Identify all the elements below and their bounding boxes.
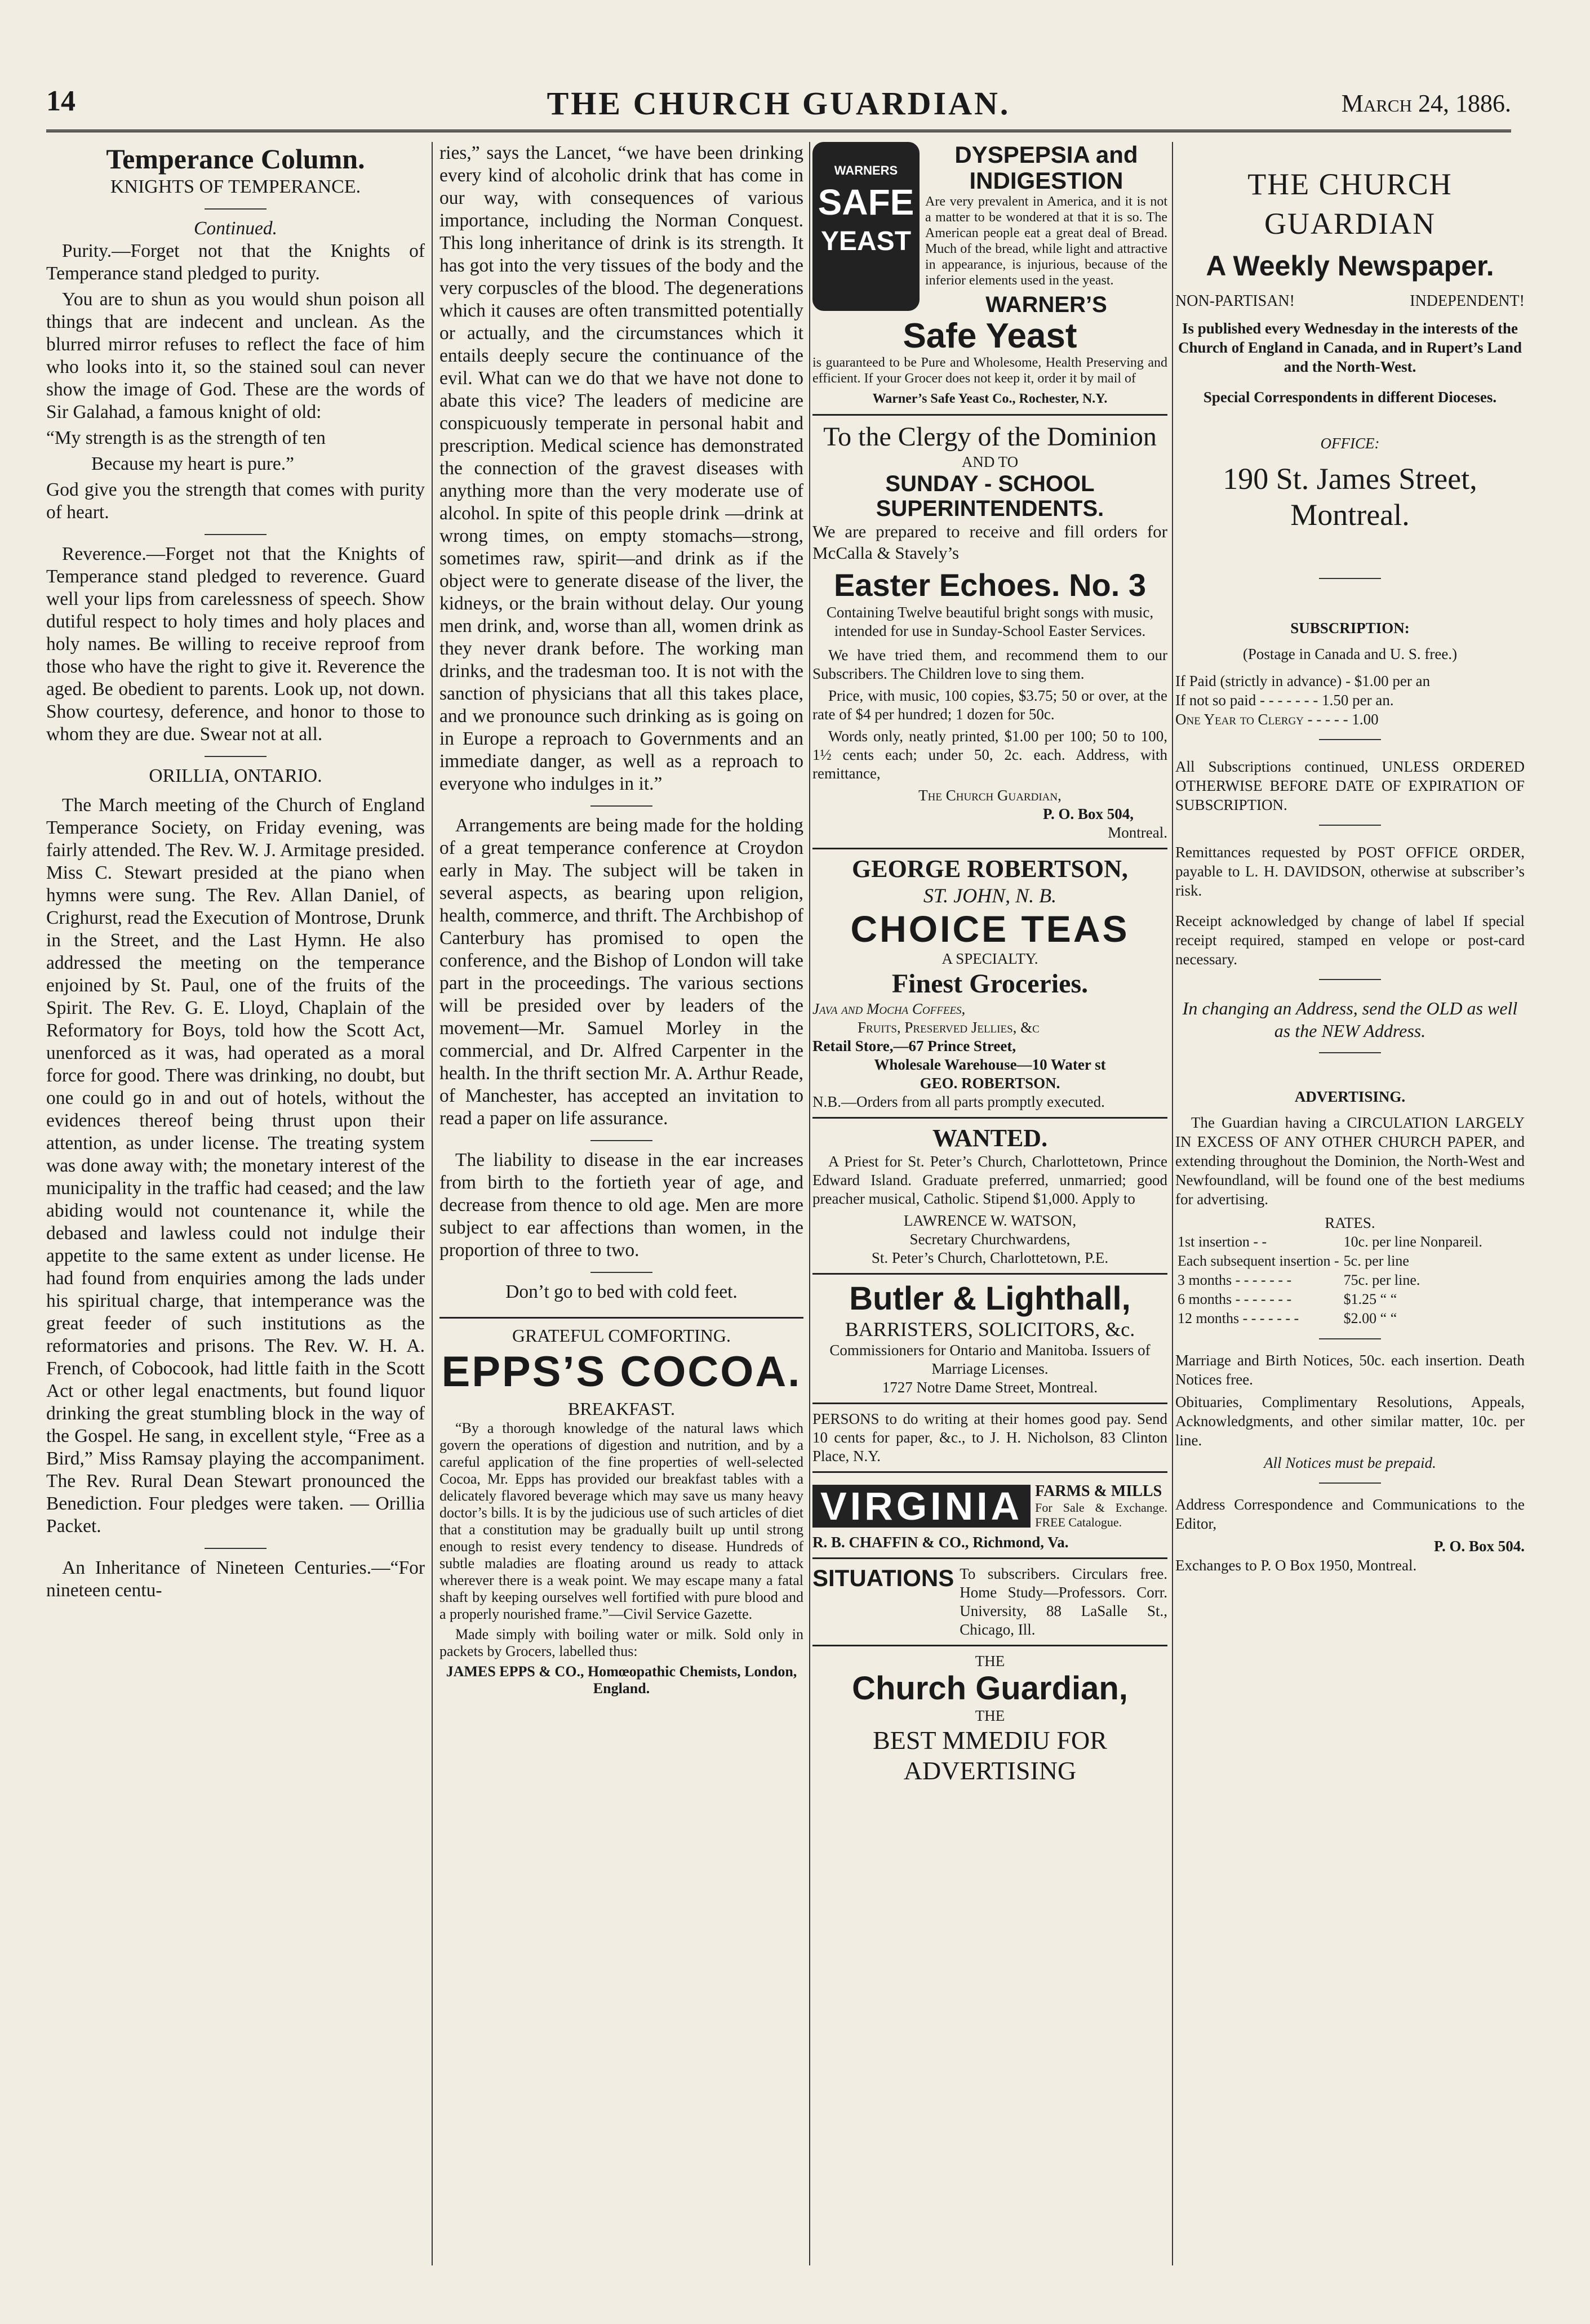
price-paid: If Paid (strictly in advance) - $1.00 per an — [1175, 673, 1431, 689]
divider — [590, 805, 652, 807]
poem-line-1: “My strength is as the strength of ten — [46, 428, 326, 448]
divider — [205, 208, 267, 210]
finest-groceries-heading: Finest Groceries. — [891, 969, 1089, 999]
subscriptions-continued: All Subscriptions continued, UNLESS ORDERED OTHERWISE BEFORE DATE OF EXPIRATION OF SUBSCRIPTION. — [1175, 758, 1525, 813]
dyspepsia-heading: DYSPEPSIA and INDIGESTION — [954, 142, 1138, 194]
orders-note: N.B.—Orders from all parts promptly executed. — [812, 1093, 1105, 1110]
epps-ad-body: “By a thorough knowledge of the natural laws which govern the operations of digestion and nutrition, and by a careful application of the fine properties of well-selected Cocoa, Mr. Epps has provided our breakfast tables with a delicately flavored beverage which may save us many heavy doctor’s bills. It is by the judicious use of such articles of diet that a constitution may be gradually built up until strong enough to resist every tendency to disease. Hundreds of subtle maladies are floating around us ready to attack wherever there is a weak point. We may escape many a fatal shaft by keeping ourselves well fortified with pure blood and a properly nourished frame.”—Civil Service Gazette. — [439, 1420, 803, 1622]
words-only-text: Words only, neatly printed, $1.00 per 100; 50 to 100, 1½ cents each; under 50, 2c. each. Address, with remittance, — [812, 728, 1167, 782]
office-label: OFFICE: — [1320, 435, 1380, 452]
advertising-heading: ADVERTISING. — [1294, 1088, 1406, 1105]
column-2 — [439, 142, 803, 2265]
epps-tagline: GRATEFUL COMFORTING. — [512, 1325, 731, 1346]
purity-paragraph: Purity.—Forget not that the Knights of Temperance stand pledged to purity. — [46, 241, 425, 284]
divider — [590, 1140, 652, 1141]
warners-address: Warner’s Safe Yeast Co., Rochester, N.Y. — [872, 391, 1108, 406]
newspaper-title: THE CHURCH GUARDIAN. — [547, 85, 1011, 122]
weekly-newspaper-heading: A Weekly Newspaper. — [1206, 250, 1494, 282]
divider — [1319, 578, 1381, 579]
editor-box: P. O. Box 504. — [1433, 1538, 1525, 1555]
nonpartisan-label: NON-PARTISAN! — [1175, 292, 1295, 310]
rate-label: 3 months - - - - - - - — [1178, 1272, 1292, 1288]
breakfast-label: BREAKFAST. — [568, 1399, 675, 1419]
fruits-line: Fruits, Preserved Jellies, &c — [858, 1019, 1040, 1036]
rate-value: $1.25 “ “ — [1343, 1291, 1397, 1307]
divider — [1319, 825, 1381, 826]
safe-yeast-body: is guaranteed to be Pure and Wholesome, Health Preserving and efficient. If your Grocer does not keep it, order it by mail of — [812, 355, 1167, 386]
coffees-line: Java and Mocha Coffees, — [812, 1000, 966, 1017]
cold-feet-note: Don’t go to bed with cold feet. — [505, 1281, 738, 1302]
column-3 — [812, 142, 1167, 2265]
shun-paragraph: You are to shun as you would shun poison all things that are indecent and unclean. As the blurred mirror refuses to reflect the face of him who looks into it, so the stained soul can never show the image of God. These are the words of Sir Galahad, a famous knight of old: — [46, 289, 425, 422]
divider — [205, 756, 267, 757]
notre-dame-address: 1727 Notre Dame Street, Montreal. — [882, 1379, 1098, 1396]
robertson-signature: GEO. ROBERTSON. — [920, 1075, 1060, 1092]
table-row — [1175, 1271, 1485, 1290]
st-john-label: ST. JOHN, N. B. — [923, 884, 1057, 907]
virginia-farms-ad — [812, 1482, 1167, 1530]
advertising-body: The Guardian having a CIRCULATION LARGELY IN EXCESS OF ANY OTHER CHURCH PAPER, and extending throughout the Dominion, the North-West and Newfoundland, will be found one of the best mediums for advertising. — [1175, 1114, 1525, 1208]
orillia-article: The March meeting of the Church of England Temperance Society, on Friday evening, was fairly attended. The Rev. W. J. Armitage presided. Miss C. Stewart presided at the piano when hymns were sung. The Rev. Allan Daniel, of Crighurst, read the Execution of Montrose, Drunk in the Street, and the Last Hymn. He also addressed the meeting on the temperance enjoined by St. Paul, one of the fruits of the Spirit. The Rev. G. E. Lloyd, Chaplain of the Reformatory for Boys, told how the Scott Act, unenforced as it was, had operated as a moral force for good. There was drinking, no doubt, but one could go in and out of hotels, without the evidences thereof being thrust upon their attention, as under license. The treating system was done away with; the monetary interest of the municipality in the traffic had ceased; and the law abiding would not countenance it, while the debased and lawless could not indulge their appetite to the same extent as under license. He had found from enquiries among the lads under his spiritual charge, that intemperance was the great feeder of such institutions as the reformatories and prisons. The Rev. W. H. A. French, of Cobocook, had little faith in the Scott Act or other legal enactments, but found liquor drinking the great stumbling block in the way of the Gospel. He sang, in excellent style, “Free as a Bird,” Miss Ramsay playing the accompaniment. The Rev. Rural Dean Stewart pronounced the Benediction. Four pledges were taken. — Orillia Packet. — [46, 795, 425, 1537]
rate-label: Each subsequent insertion - — [1178, 1253, 1339, 1269]
guardian-address-box: P. O. Box 504, — [1042, 805, 1134, 822]
yeast-can-label: SAFE — [818, 182, 914, 222]
virginia-logo: VIRGINIA — [812, 1485, 1031, 1528]
exchanges-text: Exchanges to P. O Box 1950, Montreal. — [1175, 1557, 1417, 1574]
god-give-paragraph: God give you the strength that comes with purity of heart. — [46, 479, 425, 523]
farms-sale-label: For Sale & Exchange. FREE Catalogue. — [1035, 1501, 1167, 1529]
guardian-address-city: Montreal. — [1108, 824, 1167, 841]
poem-line-2: Because my heart is pure.” — [91, 453, 294, 474]
rate-value: 5c. per line — [1343, 1253, 1409, 1269]
farms-mills-label: FARMS & MILLS — [1035, 1482, 1162, 1500]
recommend-text: We have tried them, and recommend them to our Subscribers. The Children love to sing them. — [812, 647, 1167, 682]
divider — [1319, 1052, 1381, 1053]
dyspepsia-body: Are very prevalent in America, and it is not a matter to be wondered at that it is so. The American people eat a great deal of Bread. Much of the bread, while light and attractive in appearance, is injurious, because of the inferior elements used in the yeast. — [925, 194, 1167, 288]
marriage-notices: Marriage and Birth Notices, 50c. each insertion. Death Notices free. — [1175, 1352, 1525, 1388]
column-rule — [1172, 142, 1173, 2265]
orillia-heading: ORILLIA, ONTARIO. — [149, 765, 322, 786]
temperance-column-heading: Temperance Column. — [106, 143, 365, 175]
postage-note: (Postage in Canada and U. S. free.) — [1242, 645, 1458, 662]
the-label: THE — [975, 1707, 1005, 1724]
robertson-heading: GEORGE ROBERTSON, — [852, 855, 1128, 883]
rate-label: 6 months - - - - - - - — [1178, 1291, 1292, 1307]
epps-made-simply: Made simply with boiling water or milk. Sold only in packets by Grocers, labelled thus: — [439, 1626, 803, 1659]
table-row — [1175, 1290, 1485, 1309]
chaffin-line: R. B. CHAFFIN & CO., Richmond, Va. — [812, 1534, 1069, 1551]
divider — [1319, 739, 1381, 740]
warners-heading: WARNER’S — [985, 292, 1107, 317]
persons-wanted-ad: PERSONS to do writing at their homes good pay. Send 10 cents for paper, &c., to J. H. Nicholson, 83 Clinton Place, N.Y. — [812, 1410, 1167, 1464]
column-4 — [1175, 142, 1525, 2265]
situations-body: To subscribers. Circulars free. Home Study—Professors. Corr. University, 88 LaSalle St., Chicago, Ill. — [960, 1565, 1167, 1638]
rate-label: 1st insertion - - — [1178, 1234, 1267, 1250]
and-to-label: AND TO — [961, 453, 1019, 470]
issue-date: March 24, 1886. — [1341, 90, 1511, 117]
barristers-line: BARRISTERS, SOLICITORS, &c. — [845, 1318, 1135, 1341]
rates-heading: RATES. — [1325, 1214, 1375, 1231]
divider — [205, 534, 267, 535]
wholesale-line: Wholesale Warehouse—10 Water st — [874, 1056, 1106, 1073]
rate-value: 75c. per line. — [1343, 1272, 1420, 1288]
watson-name: LAWRENCE W. WATSON, — [903, 1212, 1077, 1229]
lancet-article: ries,” says the Lancet, “we have been drinking every kind of alcoholic drink that has come in our way, with consequences of various importance, including the Norman Conquest. This long inheritance of drink is its strength. It has got into the very tissues of the body and the very corpuscles of the blood. The degenerations which it causes are often transmitted potentially or actually, and the circumstances which it entails deeply secure the continuance of the evil. What can we do that we have not done to abate this vice? The leaders of medicine are conspicuously temperate in personal habit and prescription. Medical science has demonstrated the connection of the gravest diseases with anything more than the very moderate use of alcohol. In spite of this people drink —drink at wrong times, on empty stomachs—strong, sometimes raw, spirit—and drink as if the object were to generate disease of the liver, the kidneys, or the brain without delay. Our young men drink, and, worse than all, women drink as they never drank before. The working man drinks, and the tradesman too. It is not with the sanction of physicians that all this takes place, and we pronounce such drinking as is going on in Europe a reproach to Governments and an immediate danger, as well as a reproach to everyone who indulges in it.” — [439, 143, 803, 794]
rate-value: 10c. per line Nonpareil. — [1343, 1234, 1482, 1250]
divider — [1319, 979, 1381, 980]
clergy-heading: To the Clergy of the Dominion — [823, 422, 1157, 452]
divider — [590, 1272, 652, 1273]
divider — [205, 1548, 267, 1549]
continued-label: Continued. — [194, 218, 277, 239]
obituaries-text: Obituaries, Complimentary Resolutions, Appeals, Acknowledgments, and other similar matter, 10c. per line. — [1175, 1393, 1525, 1449]
warners-yeast-ad — [812, 142, 1167, 408]
specialty-label: A SPECIALTY. — [941, 950, 1038, 967]
change-address-note: In changing an Address, send the OLD as well as the NEW Address. — [1182, 998, 1518, 1041]
column-rule — [809, 142, 810, 2265]
subscription-heading: SUBSCRIPTION: — [1290, 620, 1410, 636]
situations-heading: SITUATIONS — [812, 1565, 954, 1591]
guardian-address-name: The Church Guardian, — [918, 787, 1062, 804]
church-guardian-ad-heading: Church Guardian, — [852, 1670, 1128, 1707]
remittances-text: Remittances requested by POST OFFICE ORDER, payable to L. H. DAVIDSON, otherwise at subscriber’s risk. — [1175, 844, 1525, 899]
prepaid-note: All Notices must be prepaid. — [1264, 1454, 1436, 1471]
receipt-text: Receipt acknowledged by change of label If special receipt required, stamped en velope or post-card necessary. — [1175, 912, 1525, 968]
inheritance-paragraph: An Inheritance of Nineteen Centuries.—“For nineteen centu- — [46, 1557, 425, 1601]
independent-label: INDEPENDENT! — [1410, 292, 1525, 310]
page-header — [46, 84, 1511, 132]
table-row — [1175, 1252, 1485, 1271]
sunday-school-heading: SUNDAY - SCHOOL SUPERINTENDENTS. — [876, 471, 1104, 521]
choice-teas-heading: CHOICE TEAS — [850, 908, 1130, 950]
watson-title: Secretary Churchwardens, — [909, 1231, 1071, 1248]
easter-echoes-heading: Easter Echoes. No. 3 — [833, 567, 1146, 603]
masthead: THE CHURCH GUARDIAN — [1247, 167, 1453, 241]
correspondents-text: Special Correspondents in different Dioceses. — [1203, 389, 1497, 406]
column-1 — [46, 142, 425, 2265]
wanted-body: A Priest for St. Peter’s Church, Charlottetown, Prince Edward Island. Graduate preferred, unmarried; good preacher musical, Catholic. Stipend $1,000. Apply to — [812, 1153, 1167, 1207]
page-number: 14 — [46, 85, 75, 117]
prepared-text: We are prepared to receive and fill orders for McCalla & Stavely’s — [812, 522, 1167, 563]
easter-description: Containing Twelve beautiful bright songs with music, intended for use in Sunday-School Easter Services. — [826, 604, 1154, 639]
price-text: Price, with music, 100 copies, $3.75; 50 or over, at the rate of $4 per hundred; 1 dozen for 50c. — [812, 687, 1167, 723]
knights-subheading: KNIGHTS OF TEMPERANCE. — [110, 176, 361, 197]
commissioners-line: Commissioners for Ontario and Manitoba. Issuers of Marriage Licenses. — [829, 1342, 1151, 1377]
price-not-paid: If not so paid - - - - - - - 1.50 per an. — [1175, 692, 1394, 709]
rate-label: 12 months - - - - - - - — [1178, 1310, 1299, 1326]
yeast-can-label: WARNERS — [834, 163, 898, 177]
divider — [1319, 1482, 1381, 1484]
rate-value: $2.00 “ “ — [1343, 1310, 1397, 1326]
yeast-can-label: YEAST — [820, 226, 912, 256]
price-clergy: One Year to Clergy - - - - - 1.00 — [1175, 711, 1379, 728]
published-text: Is published every Wednesday in the interests of the Church of England in Canada, and in Rupert’s Land and the North-West. — [1178, 320, 1522, 375]
rates-table — [1175, 1232, 1485, 1328]
divider — [1319, 1338, 1381, 1339]
wanted-heading: WANTED. — [932, 1124, 1048, 1152]
correspondence-text: Address Correspondence and Communications to the Editor, — [1175, 1496, 1525, 1532]
epps-cocoa-heading: EPPS’S COCOA. — [441, 1348, 802, 1396]
office-address: 190 St. James Street, Montreal. — [1223, 462, 1477, 532]
table-row — [1175, 1309, 1485, 1328]
column-rule — [432, 142, 433, 2265]
retail-store-line: Retail Store,—67 Prince Street, — [812, 1038, 1016, 1054]
best-medium-heading: BEST MMEDIU FOR ADVERTISING — [873, 1726, 1107, 1785]
yeast-can-illustration — [812, 142, 920, 311]
epps-firm: JAMES EPPS & CO., Homœopathic Chemists, London, England. — [446, 1663, 797, 1697]
safe-yeast-heading: Safe Yeast — [903, 317, 1077, 355]
the-label: THE — [975, 1653, 1005, 1669]
st-peters-line: St. Peter’s Church, Charlottetown, P.E. — [871, 1249, 1109, 1266]
ear-disease-article: The liability to disease in the ear increases from birth to the fortieth year of age, and decrease from thence to old age. Men are more subject to ear affections than women, in the proportion of three to two. — [439, 1150, 803, 1261]
table-row — [1175, 1232, 1485, 1252]
nonpartisan-line — [1175, 292, 1525, 311]
reverence-paragraph: Reverence.—Forget not that the Knights of Temperance stand pledged to reverence. Guard well your lips from carelessness of speech. Show dutiful respect to holy times and holy places and holy names. Be willing to receive reproof from those who have the right to give it. Reverence the aged. Be obedient to parents. Look up, not down. Show courtesy, deference, and honor to those to whom they are due. Swear not at all. — [46, 544, 425, 745]
butler-lighthall-heading: Butler & Lighthall, — [849, 1280, 1131, 1317]
croydon-article: Arrangements are being made for the holding of a great temperance conference at Croydon early in May. The subject will be taken in several aspects, as bearing upon religion, health, commerce, and thrift. The Archbishop of Canterbury has promised to open the conference, and the Bishop of London will take part in the proceedings. The various sections will be presided over by leaders of the movement—Mr. Samuel Morley in the commercial, and Dr. Alfred Carpenter in the health. In the thrift section Mr. A. Arthur Reade, of Manchester, has accepted an invitation to read a paper on life assurance. — [439, 815, 803, 1129]
